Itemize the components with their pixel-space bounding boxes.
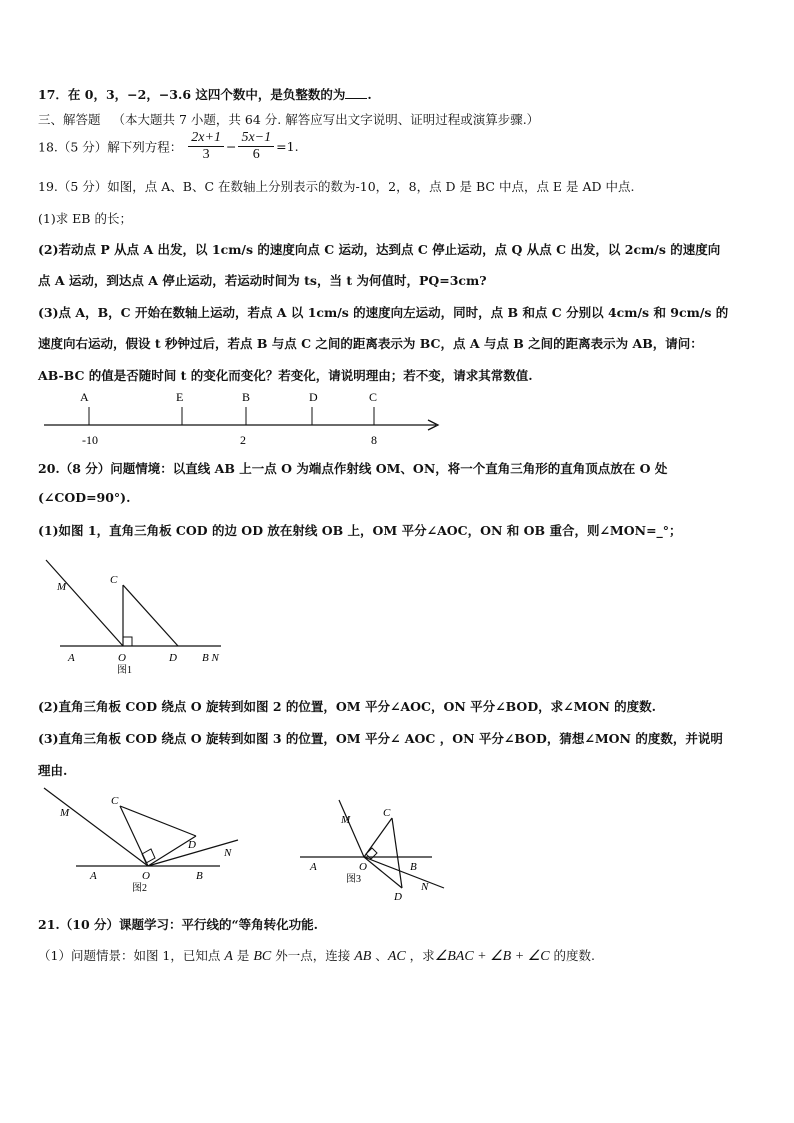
q21-part-1 xyxy=(38,946,595,965)
fig2-label-d: D xyxy=(188,839,196,851)
q19-stem: 19.（5 分）如图，点 A、B、C 在数轴上分别表示的数为-10，2，8，点 D 是 BC 中点，点 E 是 AD 中点. xyxy=(38,179,635,194)
q21-segment-ab: AB xyxy=(354,949,372,964)
q21-p1-end: 的度数. xyxy=(549,948,596,963)
q20-part-2: (2)直角三角板 COD 绕点 O 旋转到如图 2 的位置，OM 平分∠AOC，ON 平分∠BOD，求∠MON 的度数. xyxy=(38,699,656,714)
q20-part-3-line-1: (3)直角三角板 COD 绕点 O 旋转到如图 3 的位置，OM 平分∠ AOC ，ON 平分∠BOD，猜想∠MON 的度数，并说明 xyxy=(38,731,723,746)
right-angle-icon xyxy=(123,637,132,646)
q21-p1-prefix: （1）问题情景：如图 1，已知点 xyxy=(38,948,225,963)
fig3-label-n: N xyxy=(421,881,429,893)
q18-frac1-denominator: 3 xyxy=(202,147,210,162)
figure-3 xyxy=(296,796,456,906)
fig3-label-c: C xyxy=(383,807,391,819)
q20-part-1: (1)如图 1，直角三角板 COD 的边 OD 放在射线 OB 上，OM 平分∠AOC，ON 和 OB 重合，则∠MON=_°； xyxy=(38,523,682,538)
q20-stem-line-1: 20.（8 分）问题情境：以直线 AB 上一点 O 为端点作射线 OM、ON，将一个直角三角形的直角顶点放在 O 处 xyxy=(38,461,668,476)
q17-text: 17．在 0，3，−2，−3.6 这四个数中，是负整数的为 xyxy=(38,87,346,102)
q18-frac1-numerator: 2x+1 xyxy=(188,130,224,147)
figure-1 xyxy=(38,556,238,676)
number-line-figure xyxy=(0,385,794,450)
ray-om xyxy=(339,800,364,857)
q21-segment-ac: AC xyxy=(387,949,406,964)
q19-part-3-line-1: (3)点 A，B，C 开始在数轴上运动，若点 A 以 1cm/s 的速度向左运动，同时，点 B 和点 C 分别以 4cm/s 和 9cm/s 的 xyxy=(38,305,729,320)
label-d: D xyxy=(309,390,318,404)
q21-point-a: A xyxy=(224,949,233,964)
fig1-label-a: A xyxy=(68,652,75,664)
q18-fraction-1 xyxy=(188,130,224,163)
q19-part-2-line-2: 点 A 运动，到达点 A 停止运动，若运动时间为 ts，当 t 为何值时，PQ=3cm? xyxy=(38,273,487,288)
fig2-label-m: M xyxy=(60,807,70,819)
segment-od xyxy=(364,857,402,888)
fig3-caption: 图3 xyxy=(346,874,361,885)
q21-p1-mid-2: 外一点，连接 xyxy=(271,948,355,963)
fig2-label-c: C xyxy=(111,795,119,807)
q21-p1-mid-4: ，求 xyxy=(405,948,435,963)
q19-part-3-line-2: 速度向右运动，假设 t 秒钟过后，若点 B 与点 C 之间的距离表示为 BC，点 A 与点 B 之间的距离表示为 AB，请问： xyxy=(38,336,703,351)
q18-frac2-denominator: 6 xyxy=(252,147,260,162)
label-a: A xyxy=(80,390,89,404)
q21-angle-expression: ∠BAC + ∠B + ∠C xyxy=(434,949,550,964)
fig1-label-d: D xyxy=(169,652,177,664)
fig1-label-o: O xyxy=(118,652,126,664)
fig2-label-n: N xyxy=(224,847,232,859)
section-3-note: （本大题共 7 小题，共 64 分. 解答应写出文字说明、证明过程或演算步骤.） xyxy=(112,112,540,127)
fig3-label-b: B xyxy=(410,861,417,873)
figure-2 xyxy=(38,786,248,896)
q18-prefix: 18.（5 分）解下列方程： xyxy=(38,139,183,155)
ray-om xyxy=(44,788,148,866)
q18-fraction-2 xyxy=(238,130,274,163)
q19-part-3-line-3: AB-BC 的值是否随时间 t 的变化而变化？若变化，请说明理由；若不变，请求其常数值. xyxy=(38,368,533,383)
q18-rhs: =1 xyxy=(276,139,295,154)
fig2-caption: 图2 xyxy=(132,883,147,894)
fig3-label-m: M xyxy=(341,814,351,826)
segment-cd xyxy=(392,818,402,888)
section-3-title: 三、解答题 xyxy=(38,112,101,127)
fig2-label-a: A xyxy=(90,870,97,882)
fig3-label-a: A xyxy=(310,861,317,873)
q19-part-1: (1)求 EB 的长； xyxy=(38,211,132,226)
q18-frac2-numerator: 5x−1 xyxy=(238,130,274,147)
q20-stem-line-2: (∠COD=90°). xyxy=(38,490,131,505)
value-c: 8 xyxy=(371,433,377,447)
section-3-heading xyxy=(38,110,539,128)
fig1-label-c: C xyxy=(110,574,118,586)
ray-on xyxy=(364,857,444,888)
fig1-label-m: M xyxy=(57,581,67,593)
q19-part-2-line-1: (2)若动点 P 从点 A 出发，以 1cm/s 的速度向点 C 运动，达到点 C 停止运动，点 Q 从点 C 出发，以 2cm/s 的速度向 xyxy=(38,242,721,257)
fig1-caption: 图1 xyxy=(117,665,132,676)
fig1-label-bn: B N xyxy=(202,652,219,664)
label-b: B xyxy=(242,390,251,404)
fig2-label-o: O xyxy=(142,870,150,882)
fig3-label-d: D xyxy=(394,891,402,903)
label-e: E xyxy=(176,390,184,404)
ray-om xyxy=(46,560,123,646)
question-18 xyxy=(38,130,299,163)
q17-end: . xyxy=(367,87,372,102)
fig2-label-b: B xyxy=(196,870,203,882)
q21-stem: 21.（10 分）课题学习：平行线的“等角转化功能. xyxy=(38,917,319,932)
q18-end: . xyxy=(294,139,299,154)
q21-p1-mid-1: 是 xyxy=(232,948,254,963)
value-b: 2 xyxy=(240,433,246,447)
answer-blank xyxy=(345,86,367,99)
fig3-label-o: O xyxy=(359,861,367,873)
q18-minus: − xyxy=(225,139,237,154)
value-a: -10 xyxy=(82,433,98,447)
q21-p1-mid-3: 、 xyxy=(371,948,388,963)
question-17 xyxy=(38,85,372,103)
label-c: C xyxy=(369,390,378,404)
q20-part-3-line-2: 理由. xyxy=(38,763,68,778)
q21-line-bc: BC xyxy=(253,949,272,964)
